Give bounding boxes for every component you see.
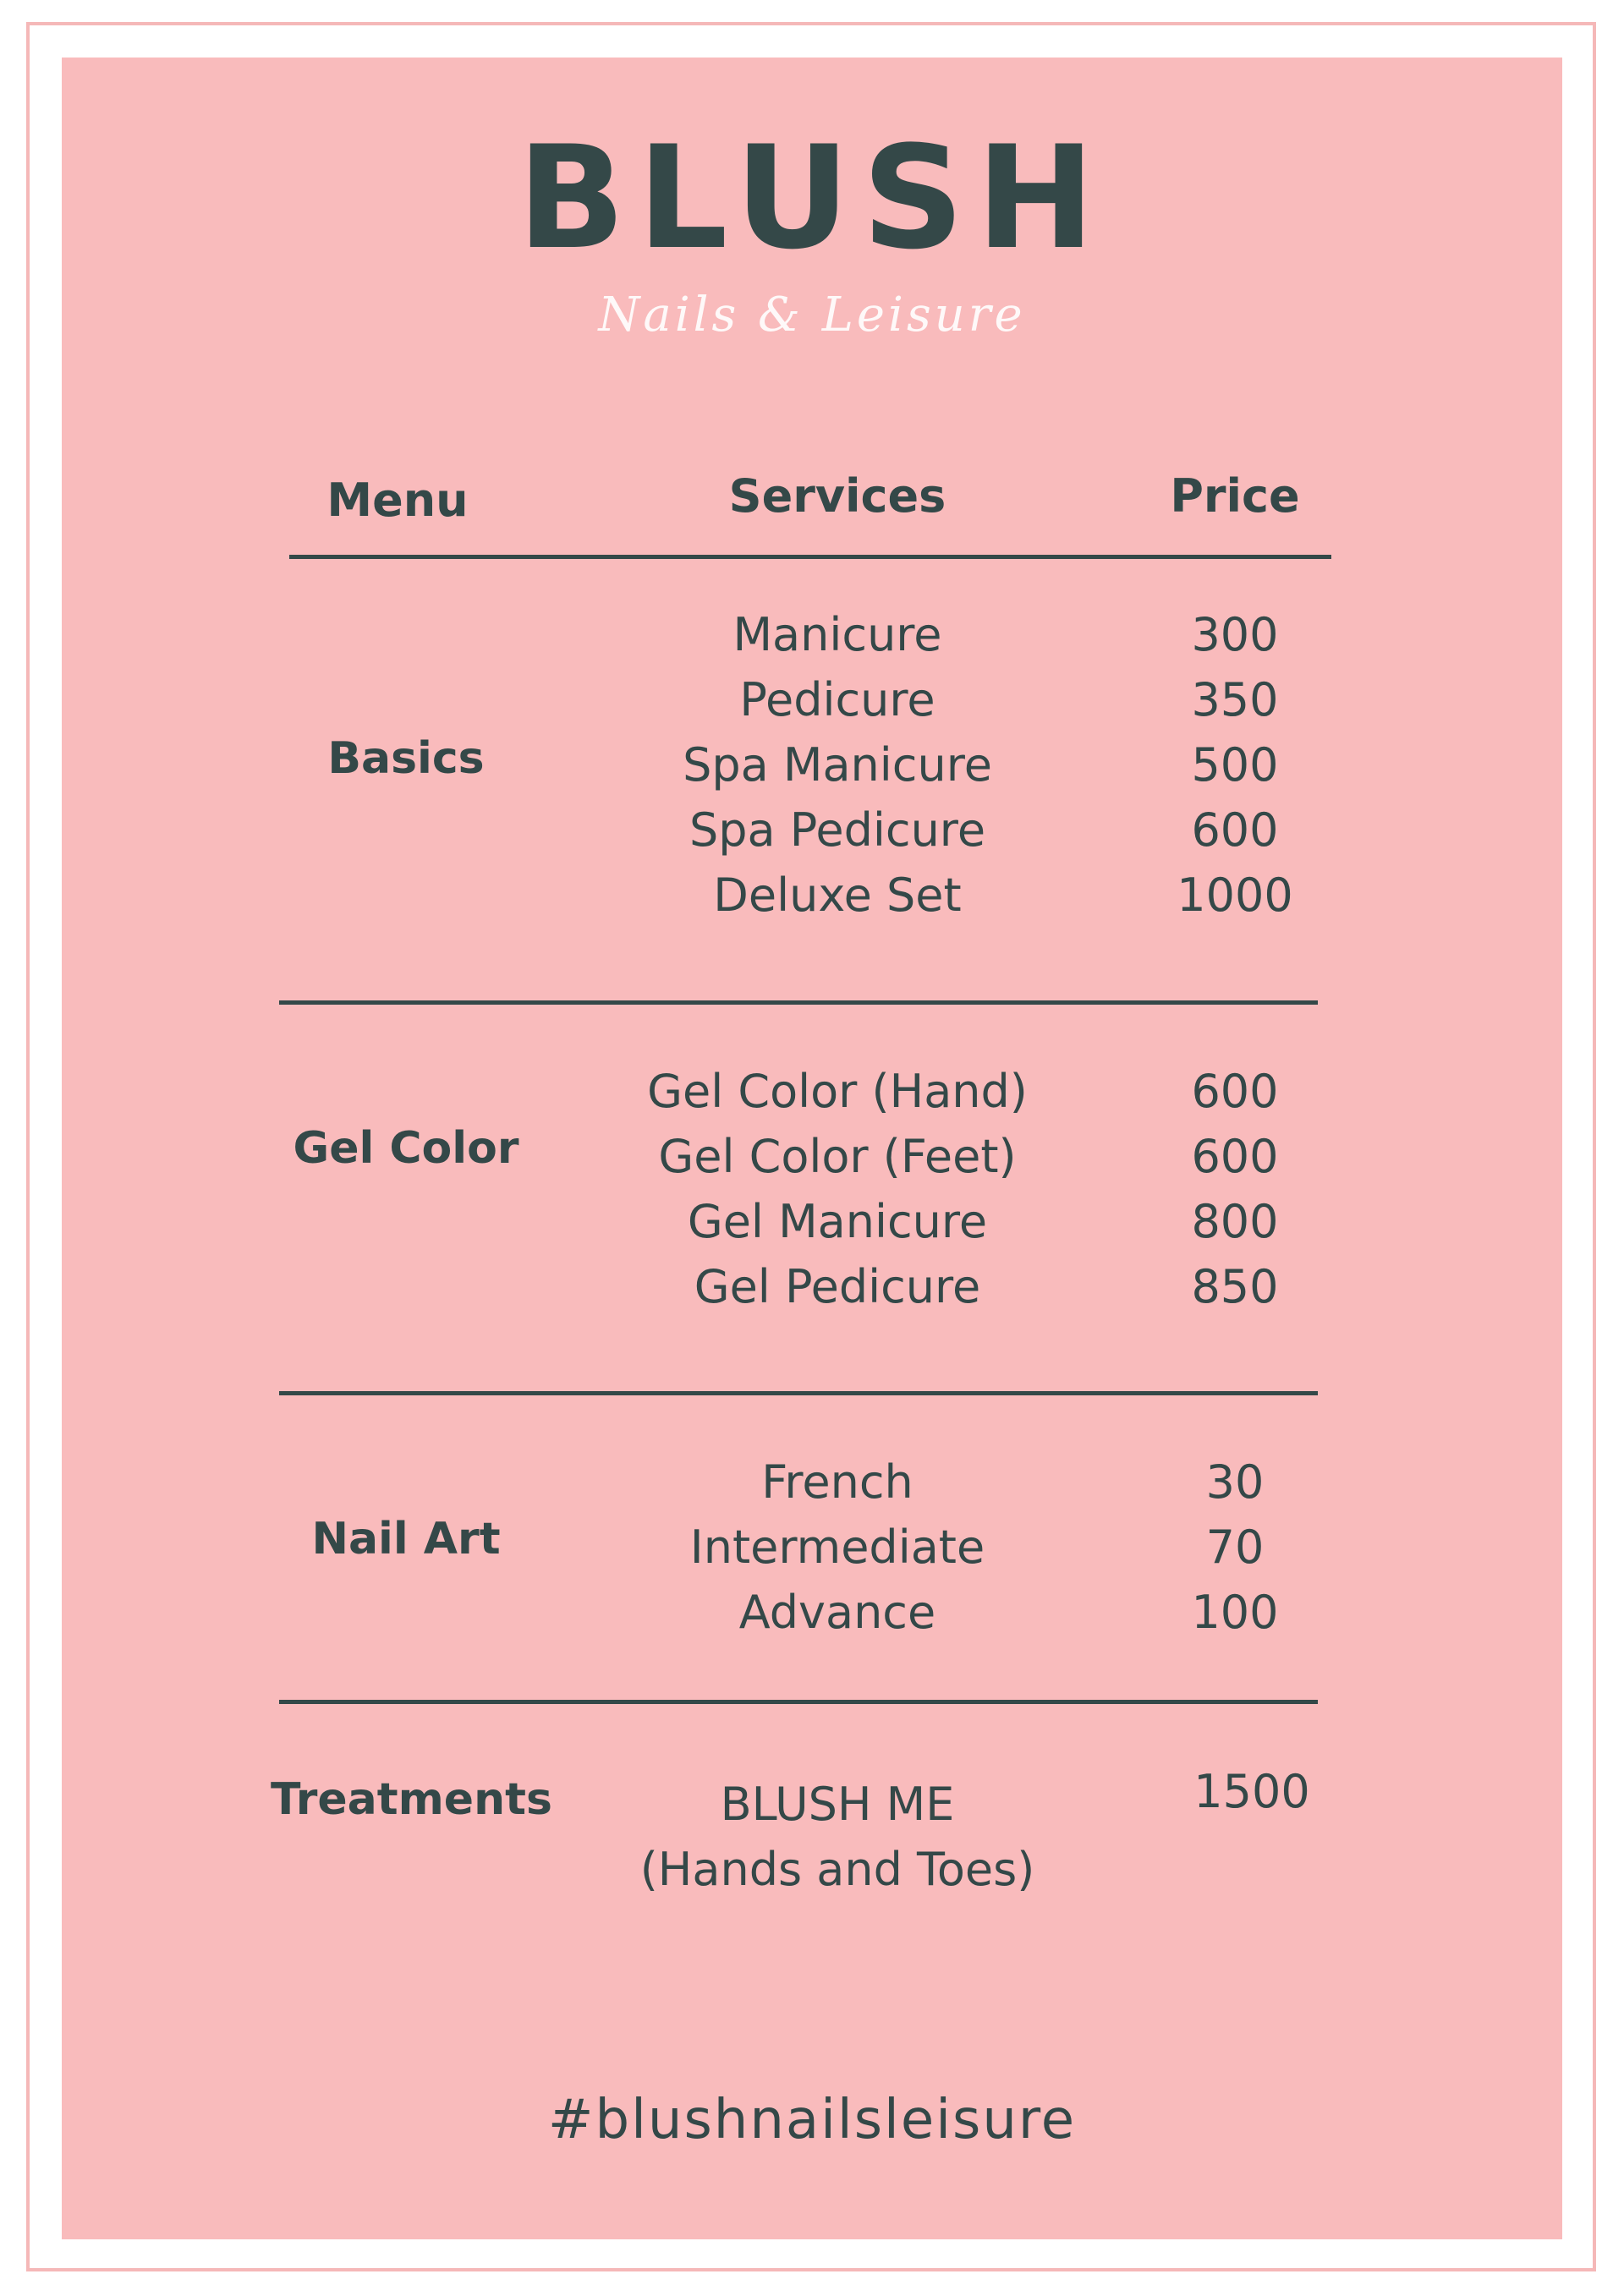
- price-item: 1000: [1177, 869, 1293, 922]
- price-item: 600: [1191, 803, 1279, 857]
- price-item: 500: [1191, 738, 1279, 792]
- service-item: Manicure: [732, 608, 942, 661]
- service-item: Pedicure: [739, 673, 935, 726]
- service-item: (Hands and Toes): [639, 1843, 1035, 1896]
- brand-tagline: Nails & Leisure: [598, 288, 1026, 342]
- service-item: Gel Manicure: [687, 1195, 988, 1248]
- services-list-nail-art: [575, 1449, 1100, 1645]
- prices-list-gel-color: [1133, 1059, 1336, 1319]
- service-item: Advance: [738, 1586, 936, 1639]
- header-divider: [289, 555, 1331, 559]
- price-item: 850: [1191, 1260, 1279, 1313]
- column-header-price: Price: [1170, 469, 1300, 523]
- category-treatments: Treatments: [271, 1774, 552, 1825]
- price-item: 30: [1205, 1455, 1265, 1509]
- service-item: French: [761, 1455, 914, 1509]
- service-item: BLUSH ME: [720, 1778, 955, 1831]
- column-header-menu: Menu: [326, 474, 469, 527]
- price-item: 800: [1191, 1195, 1279, 1248]
- service-item: Deluxe Set: [713, 869, 962, 922]
- service-item: Spa Manicure: [683, 738, 992, 792]
- price-item: 350: [1191, 673, 1279, 726]
- service-item: Intermediate: [689, 1521, 985, 1574]
- section-divider: [279, 1700, 1318, 1704]
- service-item: Gel Color (Feet): [658, 1130, 1017, 1183]
- section-divider: [279, 1000, 1318, 1005]
- price-item: 600: [1191, 1130, 1279, 1183]
- prices-list-basics: [1133, 602, 1336, 928]
- brand-title: BLUSH: [517, 115, 1107, 281]
- category-basics: Basics: [327, 733, 485, 784]
- category-gel-color: Gel Color: [293, 1123, 519, 1174]
- section-divider: [279, 1391, 1318, 1395]
- services-list-gel-color: [575, 1059, 1100, 1319]
- price-item: 100: [1191, 1586, 1279, 1639]
- services-list-treatments: [575, 1772, 1100, 1902]
- price-item: 70: [1205, 1521, 1265, 1574]
- hashtag: #blushnailsleisure: [547, 2089, 1077, 2151]
- service-item: Gel Pedicure: [694, 1260, 981, 1313]
- category-nail-art: Nail Art: [311, 1514, 501, 1564]
- service-item: Gel Color (Hand): [647, 1065, 1028, 1118]
- service-item: Spa Pedicure: [689, 803, 986, 857]
- prices-list-treatments: [1150, 1759, 1353, 1824]
- price-item: 300: [1191, 608, 1279, 661]
- column-header-services: Services: [728, 469, 946, 523]
- price-item: 1500: [1193, 1765, 1310, 1818]
- services-list-basics: [575, 602, 1100, 928]
- prices-list-nail-art: [1133, 1449, 1336, 1645]
- price-item: 600: [1191, 1065, 1279, 1118]
